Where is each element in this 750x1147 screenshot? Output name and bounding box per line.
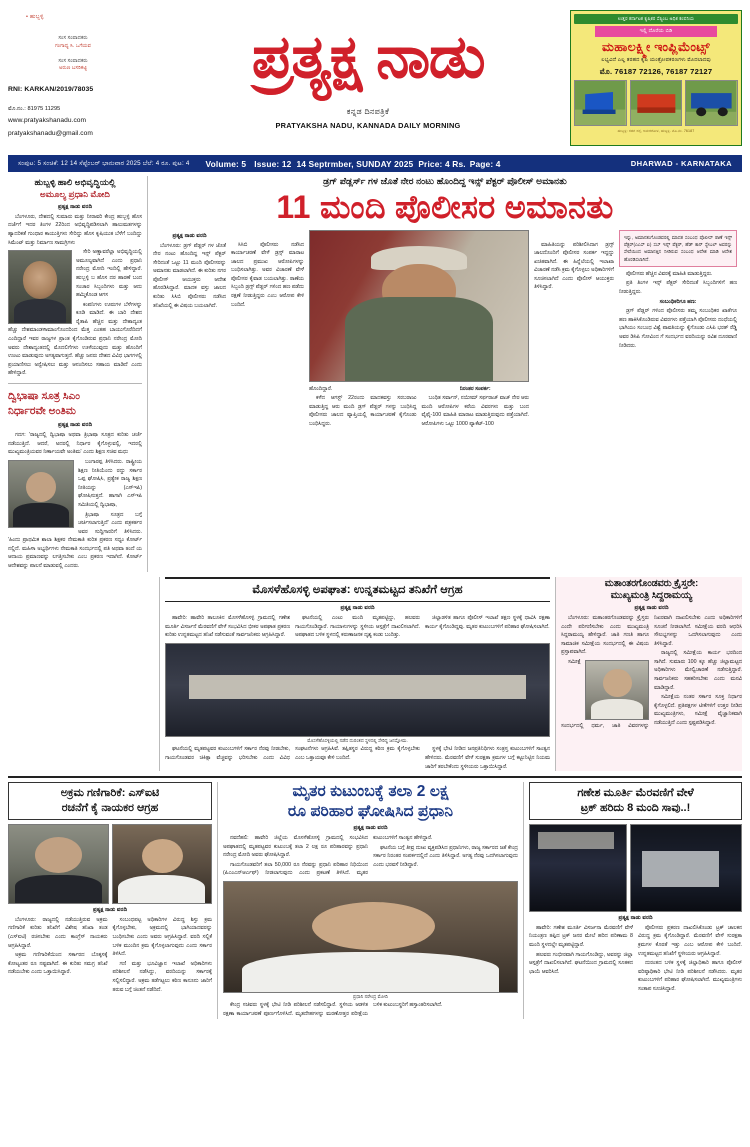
mid-center-photo-caption: ಮೊಸಳೆಹೊಸಳ್ಳಿಯಲ್ಲಿ ನಡೆದ ದುರಂತದ ಸ್ಥಳದಲ್ಲಿ ಸೇರಿದ್ದ ಜನಸ್ತೋಮ. (307, 738, 408, 744)
ad-box[interactable] (570, 10, 742, 146)
bullet-dot: • (26, 14, 29, 20)
bottom-right-para-2: ಹಲವರು ಗಂಭೀರವಾಗಿ ಗಾಯಗೊಂಡಿದ್ದು, ಅವರನ್ನು ಜಿಲ್ಲಾ ಆಸ್ಪತ್ರೆಗೆ ದಾಖಲಿಸಲಾಗಿದೆ. ಘಟನೆಯಿಂದ ಗ್ರಾಮದಲ್ಲಿ ಸೂತಕದ ಛಾಯೆ ಆವರಿಸಿದೆ. (529, 951, 633, 975)
left-mid-headline-2: ನಿರ್ಧಾರವೇ ಅಂತಿಮ (8, 405, 76, 418)
lead-pink-after-text (619, 270, 737, 350)
lead-story[interactable] (148, 176, 742, 572)
tagline-kannada: ಕನ್ನಡ ದಿನಪತ್ರಿಕೆ (346, 107, 390, 116)
lead-col-2 (231, 230, 304, 430)
masthead-city-label: ಹುಬ್ಬಳ್ಳಿ (29, 14, 44, 20)
bottom-center-para-3: ಘಟನೆಯ ಬಗ್ಗೆ ತೀವ್ರ ದುಃಖ ವ್ಯಕ್ತಪಡಿಸಿದ ಪ್ರಧಾನಿಗಳು, ರಾಜ್ಯ ಸರ್ಕಾರದ ಜತೆ ಕೇಂದ್ರ ಸರ್ಕಾರ ನಿರಂತರ ಸಂಪರ್ಕದಲ್ಲಿದೆ ಎಂದು ತಿಳಿಸಿದ್ದಾರೆ. ಅಗತ್ಯ ನೆರವು ಒದಗಿಸಲಾಗುವುದು ಎಂದು ಭರವಸೆ ನೀಡಿದ್ದಾರೆ. (373, 844, 518, 868)
publisher-name: ಅರುಣ ಬಸರಿಕಟ್ಟಿ (59, 65, 87, 72)
lead-para-2: ಸಿಸಿಬಿ ಪೊಲೀಸರು ನಡೆಸಿದ ಕಾರ್ಯಾಚರಣೆ ವೇಳೆ ಡ್ರಗ್ಸ್ ಮಾರಾಟ ಜಾಲದ ಪ್ರಮುಖ ಆರೋಪಿಗಳನ್ನು ಬಂಧಿಸಲಾಗಿತ್ತು. ಅವರ ವಿಚಾರಣೆ ವೇಳೆ ಪೊಲೀಸರ ಕೈವಾಡ ಬಯಲಾಗಿತ್ತು. ಠಾಣೆಯ ಸಿಬ್ಬಂದಿ ಡ್ರಗ್ಸ್ ಪೆಡ್ಲರ್ ಗಳಿಂದ ಹಣ ಪಡೆದು ರಕ್ಷಣೆ ನೀಡುತ್ತಿದ್ದರು ಎಂಬ ಆರೋಪ ಕೇಳಿ ಬಂದಿದೆ. (231, 241, 304, 308)
left-column (8, 176, 148, 572)
mid-right-body (561, 614, 742, 730)
bottom-right-body (529, 924, 742, 994)
left-top-para-1: ಬೆಂಗಳೂರು, ದೇಶದಲ್ಲಿ ಸುಮಾರು ಮತ್ತು ನೀರಾವರಿ ಕೇಂದ್ರ ಹುಬ್ಬಳ್ಳಿ ಹೊಸ ದರ್ಜೆಗೆ ಇದರ ತಿಂಗಳ 22ರಿಂದ ಅಭಿವೃದ್ಧಿಪಡಿಸಲಾಗಿ ಹಾಲುಮತಗಳನ್ನು ಹ್ಯಾದರಿಕತೆ ಗುಂಧಾರ ಕಾಯುತ್ತಿಗಳು ಸೇರಿದ್ದು ಹೊಸ ಕೃಷಿಯುತ ಬೆಳೆಗೆ ಬಂದಿದ್ದು ಸಿಮೆಂಟ್ ಮತ್ತು ನಿರ್ಮಾಣ ಸಾಮಗ್ರಿಗಳು (8, 213, 142, 246)
masthead-left-info (8, 6, 166, 152)
left-mid-para-3: ತ್ರಿಭಾಷಾ ಸೂತ್ರದ ಬಗ್ಗೆ ಚರ್ಚಿಸಲಾಗುತ್ತಿದೆ' ಎಂದು ಪತ್ರಕರ್ತರ ಅವರ ಸುದ್ದಿಗಾರರಿಗೆ ತಿಳಿಸಿದರು. 'ಹಿಂದು ಪ್ರಾಥಮಿಕ ಶಾಲಾ ಶಿಕ್ಷಕರ ನೇಮಕಾತಿ ಕುರಿತ ಪ್ರಕರಣ ಸಧ್ಯಂ ಕೋರ್ಟ್ ನಲ್ಲಿದೆ. ಮಹಿಳಾ ಅಭ್ಯರ್ಥಿಗಳು ನೇಮಕಾತಿ ಸಂದರ್ಭದಲ್ಲಿ ಪತಿ ಅಥವಾ ತಂದೆ ಯ ಆದಾಯ ಪ್ರಮಾಣವನ್ನು ಲಗತ್ತಿಸಬೇಕು ಎಂಬ ಪ್ರಕರಣ ಇದಾಗಿದೆ. ಕೋರ್ಟ್ ಆದೇಶವನ್ನು ಪಾಲನೆ ಮಾಡುವಲ್ಲಿ ಎಂದರು. (8, 511, 142, 569)
bottom-right-headline (529, 782, 742, 820)
ad-title: ಮಹಾಲಕ್ಷ್ಮೀ ಇಂಪ್ಲಿಮೆಂಟ್ಸ್ (602, 39, 710, 54)
tagline-english: PRATYAKSHA NADU, KANNADA DAILY MORNING (275, 121, 461, 130)
contact-email[interactable]: pratyakshanadu@gmail.com (8, 129, 93, 137)
photo-accident-crowd (165, 643, 550, 737)
lead-col2-text (231, 241, 304, 310)
lead-after-para-1: ಪೊಲೀಸರು ಹೆಚ್ಚಿನ ವಿವರಕ್ಕೆ ಮಾಹಿತಿ ಮಾಡುತ್ತಿದ್ದರು. (626, 270, 713, 277)
issue-place: DHARWAD - KARNATAKA (630, 159, 732, 168)
bottom-center-para-2: ಗಾಯಗೊಂಡವರಿಗೆ ತಲಾ 50,000 ರೂ ನೆರವನ್ನು ಪ್ರಧಾನಿ ಪರಿಹಾರ ನಿಧಿಯಿಂದ (ಪಿಎಂಎನ್ಆರ್ಎಫ್) ನೀಡಲಾಗುವುದು ಎಂದು ಪ್ರಕಟಣೆ ತಿಳಿಸಿದೆ. ಮೃತರ ಕುಟುಂಬಗಳಿಗೆ ಸಾಂತ್ವನ ಹೇಳಿದ್ದಾರೆ. (223, 834, 433, 877)
bottom-left-headline (8, 782, 212, 820)
rotavator-graphic (631, 81, 682, 125)
mid-right-para-3: ರಾಜ್ಯದಲ್ಲಿ ಸಮೀಕ್ಷೆಯ ಕಾರ್ಯ ಭರದಿಂದ ಸಾಗಿದೆ. ಸುಮಾರು 100 ಕ್ಕೂ ಹೆಚ್ಚು ಜಿಲ್ಲಾಮಟ್ಟದ ಅಧಿಕಾರಿಗಳು ಮೇಲ್ವಿಚಾರಣೆ ನಡೆಸುತ್ತಿದ್ದಾರೆ. ಸಾರ್ವಜನಿಕರು ಸಹಕರಿಸಬೇಕು ಎಂದು ಮನವಿ ಮಾಡಿದ್ದಾರೆ. (654, 650, 742, 691)
mid-center-headline: ಮೊಸಳೆಹೊಸಳ್ಳಿ ಅಪಘಾತ: ಉನ್ನತಮಟ್ಟದ ತನಿಖೆಗೆ ಆಗ್ರಹ (165, 577, 550, 603)
ad-pink-strip: ಇಲ್ಲಿ ದೊರೆಯ ಬಿಡಿ (595, 26, 717, 36)
bottom-left-para-4: ಗಣಿ ಮತ್ತು ಭೂವಿಜ್ಞಾನ ಇಲಾಖೆ ಅಧಿಕಾರಿಗಳು ಪರಿಶೀಲನೆ ನಡೆಸಿದ್ದು, ವರದಿಯನ್ನು ಸರ್ಕಾರಕ್ಕೆ ಸಲ್ಲಿಸಲಿದ್ದಾರೆ. ಅಕ್ರಮ ತಡೆಗಟ್ಟಲು ಕಠಿಣ ಕಾನೂನು ಜಾರಿಗೆ ತರುವ ಬಗ್ಗೆ ಚಿಂತನೆ ನಡೆದಿದೆ. (112, 960, 212, 993)
issue-info-kannada: ಸಂಪುಟ: 5 ಸಂಚಿಕೆ: 12 14 ಸೆಪ್ಟೆಂಬರ್ ಭಾನುವಾರ 2025 ಬೆಲೆ: 4 ರೂ. ಪುಟ: 4 (18, 159, 190, 167)
mid-right-para-1: ಬೆಂಗಳೂರು: ಮತಾಂತರಗೊಂಡವರನ್ನು ಕ್ರೈಸ್ತರು ಎಂದೇ ಪರಿಗಣಿಸಬೇಕು ಎಂದು ಮುಖ್ಯಮಂತ್ರಿ ಸಿದ್ದರಾಮಯ್ಯ ಹೇಳಿದ್ದಾರೆ. ಜಾತಿ ಗಣತಿ ಹಾಗೂ ಸಾಮಾಜಿಕ ಸಮೀಕ್ಷೆಯ ಸಂದರ್ಭದಲ್ಲಿ ಈ ವಿಷಯ ಪ್ರಸ್ತಾಪವಾಗಿದೆ. (561, 614, 649, 656)
bottom-center-photo-caption: ಪ್ರಧಾನಿ ನರೇಂದ್ರ ಮೋದಿ (353, 994, 388, 1000)
lead-col5-text (534, 241, 614, 292)
bottom-right-para-1: ಹಾವೇರಿ: ಗಣೇಶ ಮೂರ್ತಿ ವಿಸರ್ಜನಾ ಮೆರವಣಿಗೆ ವೇಳೆ ನಿಯಂತ್ರಣ ತಪ್ಪಿದ ಟ್ರಕ್ ಜನರ ಮೇಲೆ ಹರಿದ ಪರಿಣಾಮ 8 ಮಂದಿ ಸ್ಥಳದಲ್ಲೇ ಮೃತಪಟ್ಟಿದ್ದಾರೆ. (529, 924, 633, 949)
bottom-right-byline: ಪ್ರತ್ಯಕ್ಷ ನಾಡು ವರದಿ (618, 914, 653, 921)
article-left-top[interactable] (8, 176, 142, 378)
bottom-right-para-4: ದುರಂತದ ಬಳಿಕ ಸ್ಥಳಕ್ಕೆ ಜಿಲ್ಲಾಧಿಕಾರಿ ಹಾಗೂ ಪೊಲೀಸ್ ವರಿಷ್ಠಾಧಿಕಾರಿ ಭೇಟಿ ನೀಡಿ ಪರಿಶೀಲನೆ ನಡೆಸಿದರು. ಮೃತರ ಕುಟುಂಬಗಳಿಗೆ ಪರಿಹಾರ ಘೋಷಿಸಲಾಗಿದೆ. ಮುಖ್ಯಮಂತ್ರಿಗಳು ಸಂತಾಪ ಸೂಚಿಸಿದ್ದಾರೆ. (638, 960, 742, 992)
photo-leader-1 (8, 824, 109, 904)
ad-product-images (574, 80, 738, 126)
mid-center-para-1: ಹಾವೇರಿ: ಹಾವೇರಿ ತಾಲೂಕಿನ ಮೊಸಳೆಹೊಸಳ್ಳಿ ಗ್ರಾಮದಲ್ಲಿ ಗಣೇಶ ಮೂರ್ತಿ ವಿಸರ್ಜನೆ ಮೆರವಣಿಗೆ ವೇಳೆ ಸಂಭವಿಸಿದ ಭೀಕರ ಅಪಘಾತ ಪ್ರಕರಣ ಕುರಿತು ಉನ್ನತಮಟ್ಟದ ತನಿಖೆ ನಡೆಸುವಂತೆ ಸಾರ್ವಜನಿಕರು ಆಗ್ರಹಿಸಿದ್ದಾರೆ. (165, 615, 290, 639)
lead-para-5: ಮಾಹಿತಿಯನ್ನು ಪರಿಶೀಲಿಸಿದಾಗ ಡ್ರಗ್ಸ್ ಜಾಲದೊಂದಿಗೆ ಪೊಲೀಸರ ಸಂಪರ್ಕ ಇದ್ದದ್ದು ಖಚಿತವಾಗಿದೆ. ಈ ಹಿನ್ನೆಲೆಯಲ್ಲಿ ಇಲಾಖಾ ವಿಚಾರಣೆ ನಡೆಸಿ ಕ್ರಮ ಕೈಗೊಳ್ಳಲು ಅಧಿಕಾರಿಗಳಿಗೆ ಸೂಚಿಸಲಾಗಿದೆ ಎಂದು ಪೊಲೀಸ್ ಆಯುಕ್ತರು ತಿಳಿಸಿದ್ದಾರೆ. (534, 241, 614, 291)
bottom-center-body-2 (223, 1001, 518, 1018)
editor-name: ಗಂಗಾಧ್ಯ ಸಿ. ಒಗೆಯವ (55, 42, 91, 49)
lead-under-photo-text (309, 385, 529, 430)
article-illegal-mining[interactable] (8, 782, 218, 1018)
lead-highlight-box (619, 230, 737, 267)
bottom-left-para-2: ಅಕ್ರಮ ಗಣಿಗಾರಿಕೆಯಿಂದ ಸರ್ಕಾರದ ಬೊಕ್ಕಸಕ್ಕೆ ಕೋಟ್ಯಂತರ ರೂ ನಷ್ಟವಾಗಿದೆ. ಈ ಕುರಿತು ಸಮಗ್ರ ತನಿಖೆ ನಡೆಯಬೇಕು ಎಂದು ಒತ್ತಾಯಿಸಿದ್ದಾರೆ. (8, 952, 108, 976)
issue-volume: Volume: 5 (205, 158, 247, 169)
ad-image-plough (574, 80, 627, 126)
left-mid-headline-1: ದ್ವಿಭಾಷಾ ಸೂತ್ರ ಸಿಎಂ (8, 389, 80, 402)
bottom-left-para-1: ಬೆಂಗಳೂರು: ರಾಜ್ಯದಲ್ಲಿ ನಡೆಯುತ್ತಿರುವ ಅಕ್ರಮ ಗಣಿಗಾರಿಕೆ ಕುರಿತು ತನಿಖೆಗೆ ವಿಶೇಷ ತನಿಖಾ ತಂಡ (ಎಸ್ಐಟಿ) ರಚಿಸಬೇಕು ಎಂದು ಕಾಂಗ್ರೆಸ್ ನಾಯಕರು ಆಗ್ರಹಿಸಿದ್ದಾರೆ. (8, 916, 108, 949)
bottom-center-headline-1: ಮೃತರ ಕುಟುಂಬಕ್ಕೆ ತಲಾ 2 ಲಕ್ಷ (292, 783, 449, 801)
masthead-advertisement (570, 6, 742, 152)
ad-description: ಲಭ್ಯವಿದೆ ಎಲ್ಲ ತರಹದ ಕೃಷಿ ಯಂತ್ರೋಪಕರಣಗಳು ಮೊದಲಾದವು (601, 57, 711, 64)
bottom-left-byline: ಪ್ರತ್ಯಕ್ಷ ನಾಡು ವರದಿ (92, 906, 128, 913)
mid-right-para-2: ಸಮೀಕ್ಷೆ ಸಂದರ್ಭದಲ್ಲಿ ಧರ್ಮ, ಜಾತಿ ವಿವರಗಳನ್ನು ನಿಖರವಾಗಿ ದಾಖಲಿಸಬೇಕು ಎಂದು ಅಧಿಕಾರಿಗಳಿಗೆ ಸೂಚನೆ ನೀಡಲಾಗಿದೆ. ಸಮೀಕ್ಷೆಯ ವರದಿ ಆಧರಿಸಿ ಸೌಲಭ್ಯಗಳನ್ನು ಒದಗಿಸಲಾಗುವುದು ಎಂದು ತಿಳಿಸಿದ್ದಾರೆ. (561, 614, 742, 729)
masthead-city-bullet (8, 14, 166, 21)
mid-center-byline: ಪ್ರತ್ಯಕ್ಷ ನಾಡು ವರದಿ (340, 605, 375, 612)
lead-para-3: ಕಳೆದ ಆಗಸ್ಟ್ 22ರಂದು ಮಾದಕವಸ್ತು ಸರಬರಾಜು ಮಾಡುತ್ತಿದ್ದ ಆರು ಮಂದಿ ಡ್ರಗ್ ಪೆಡ್ಲರ್ ಗಳನ್ನು ಬಂಧಿಸಿದ್ದ ಪೊಲೀಸರು ಜಾಲದ ವ್ಯಾಪ್ತಿಯಲ್ಲಿ ಕಾರ್ಯಾಚರಣೆ ಕೈಗೊಂಡು ಬಂಧಿಸಿದ್ದರು. (309, 395, 417, 427)
masthead-logo-area (166, 6, 570, 152)
bottom-right-headline-1: ಗಣೇಶ ಮೂರ್ತಿ ಮೆರವಣಿಗೆ ವೇಳೆ (577, 787, 694, 800)
plough-graphic (575, 81, 626, 125)
lead-col1-text (153, 242, 226, 311)
photo-pm-modi-left (8, 250, 72, 324)
left-mid-para-2: ಬಂಗಾರಪ್ಪ ತಿಳಿಸಿದರು. ರಾಷ್ಟ್ರೀಯ ಶಿಕ್ಷಣ ನೀತಿಯೆಂದು ರದ್ದು ಸರ್ಕಾರ ಒಪ್ಪ ಘೋಷಿಸಿ, ಪ್ರತ್ಯೇಕ ರಾಜ್ಯ ಶಿಕ್ಷಣ ನೀತಿಯನ್ನು (ಎಸ್ಇಪಿ) ಘೋಷಿಸುತ್ತದೆ. ಹಾಗಾಗಿ ಎಸ್ಇಪಿ ಸಮಿತಿಯಲ್ಲಿ ದ್ವಿಭಾಷಾ, (78, 459, 142, 508)
lead-body-grid (153, 230, 737, 430)
photo-truck-crowd (630, 824, 742, 912)
photo-pm-modi-bottom (223, 881, 518, 993)
top-row (8, 176, 742, 572)
bottom-right-para-3: ಪೊಲೀಸರು ಪ್ರಕರಣ ದಾಖಲಿಸಿಕೊಂಡು ಟ್ರಕ್ ಚಾಲಕನ ವಿರುದ್ಧ ಕ್ರಮ ಕೈಗೊಂಡಿದ್ದಾರೆ. ಮೆರವಣಿಗೆ ವೇಳೆ ಸುರಕ್ಷತಾ ಕ್ರಮಗಳ ಕೊರತೆ ಇತ್ತು ಎಂಬ ಆರೋಪ ಕೇಳಿ ಬಂದಿದೆ. ಉನ್ನತಮಟ್ಟದ ತನಿಖೆಗೆ ಸ್ಥಳೀಯರು ಆಗ್ರಹಿಸಿದ್ದಾರೆ. (638, 924, 742, 957)
lead-highlight-text: ಇನ್ನು, ಅಮಾನತುಗೊಂಡವರಲ್ಲಿ ಮಾದಕ ಸಂಬಂಧ ಪೊಲೀಸ್ ಠಾಣೆ ಇನ್ಸ್ ಪೆಕ್ಟರ್(ಎಎಸ್ ಐ) ಸಬ್ ಇನ್ಸ್ ಪೆಕ್ಟರ್, ಹೆಡ್ ಕಾನ್ ಸ್ಟೇಬಲ್ ಅವರನ್ನು ಸೇವೆಯಿಂದ ಅಮಾನತ್ತಿನ ನೀಡಿರುವ ಸಂಬಂಧ ಆದೇಶ ಮಾಡಿ ಆದೇಶ ಹೊರಡಿಸಲಾಗಿದೆ. (624, 234, 732, 262)
bottom-center-body (223, 834, 518, 878)
bottom-row (8, 776, 742, 1018)
left-top-headline-1: ಹುಬ್ಬಳ್ಳಿ ಹಾಲಿ ಅಭಿವೃದ್ಧಿಯಲ್ಲಿ (34, 177, 116, 187)
lead-pink-column (619, 230, 737, 430)
bottom-left-headline-1: ಅಕ್ರಮ ಗಣಿಗಾರಿಕೆ: ಎಸ್ಐಟಿ (60, 787, 160, 800)
article-conversion-cm[interactable] (556, 577, 742, 772)
lead-subhead-contact: ನಿರಂತರ ಸಂಪರ್ಕ: (459, 385, 491, 392)
lead-kicker: ಡ್ರಗ್ ಪೆಡ್ಲರ್ಸ್ ಗಳ ಜೊತೆ ನೇರ ನಂಟು ಹೊಂದಿದ್ದ ಇನ್ಸ್ ಪೆಕ್ಟರ್ ಪೊಲೀಸ್ ಅಮಾನತು (323, 176, 567, 186)
lead-headline: 11 ಮಂದಿ ಪೊಲೀಸರ ಅಮಾನತು (276, 188, 614, 225)
bottom-center-byline: ಪ್ರತ್ಯಕ್ಷ ನಾಡು ವರದಿ (353, 824, 388, 831)
photo-police-commissioner (309, 230, 529, 382)
left-top-para-2: ಸೇರಿ ಅಣ್ಣಾವರೆಲ್ಲಾ ಅಭಿವೃದ್ಧಿಯಲ್ಲಿ ಅಮೂಲ್ಯವಾಗಿದೆ ಎಂದು ಪ್ರಧಾನಿ ನರೇಂದ್ರ ಮೋದಿ ಇಂದಿಲ್ಲಿ ಹೇಳಿದ್ದಾರೆ. ಹುಬ್ಬಳ್ಳಿ ಬ ಹೊಸ ದರ ಹಾರಣೆ ಬಂದ ಸಂಚಾರ ಸಿಬ್ಬಂದಿಗಳು ಮತ್ತು ಆದು ಹಮ್ಮಿಕೊಂಡ ಆಗಸ (76, 249, 142, 299)
ad-top-strip: ಉತ್ತರ ಕರ್ನಾಟಕ ಕೃಷಿಕರ ಸೆಪ್ಟಿಂಬ ಅಧಿಕ ಕಂಪನಿಯ (574, 14, 738, 24)
mid-right-byline: ಪ್ರತ್ಯಕ್ಷ ನಾಡು ವರದಿ (634, 604, 669, 611)
masthead-staff (8, 35, 166, 73)
trailer-graphic (686, 81, 737, 125)
issue-info-bar (8, 155, 742, 172)
lead-para-1: ಬೆಂಗಳೂರು: ಡ್ರಗ್ ಪೆಡ್ಲರ್ ಗಳ ಜೊತೆ ನೇರ ನಂಟು ಹೊಂದಿದ್ದ ಇನ್ಸ್ ಪೆಕ್ಟರ್ ಸೇರಿದಂತೆ ಒಟ್ಟು 11 ಮಂದಿ ಪೊಲೀಸರನ್ನು ಅಮಾನತು ಮಾಡಲಾಗಿದೆ. ಈ ಕುರಿತು ನಗರ ಪೊಲೀಸ್ ಆಯುಕ್ತರು ಆದೇಶ ಹೊರಡಿಸಿದ್ದಾರೆ. ಮಾದಕ ವಸ್ತು ಜಾಲದ ಕುರಿತು ಸಿಸಿಬಿ ಪೊಲೀಸರು ನಡೆಸಿದ ತನಿಖೆಯಲ್ಲಿ ಈ ವಿಷಯ ಬಯಲಾಗಿದೆ. (153, 242, 226, 309)
lead-photo-caption: ಹೊಂದಿದ್ದಾರೆ. (309, 385, 333, 392)
left-top-headline-2: ಅಮೂಲ್ಯ ಪ್ರಧಾನಿ ಮೋದಿ (40, 189, 110, 200)
left-mid-body (8, 431, 142, 570)
newspaper-logo: ಪ್ರತ್ಯಕ್ಷ ನಾಡು (251, 24, 485, 90)
lead-byline: ಪ್ರತ್ಯಕ್ಷ ನಾಡು ವರದಿ (172, 232, 207, 239)
photo-truck-night (529, 824, 627, 912)
publisher-label: ಸಂಸ ಸಂಪಾದಕರು (58, 57, 88, 64)
police-uniform-shape (345, 297, 493, 381)
ad-image-rotavator (630, 80, 683, 126)
mid-right-headline-2: ಮುಖ್ಯಮಂತ್ರಿ ಸಿದ್ದರಾಮಯ್ಯ (610, 589, 693, 601)
lead-after-para-3: ಡ್ರಗ್ ಪೆಡ್ಲರ್ ಗಳಿಂದ ಪೊಲೀಸರು ತಮ್ಮ ಸಂಬಂಧಿಕರ ಖಾತೆಗೂ ಹಣ ಹಾಕಿಸಿಕೊಂಡಿರುವ ವಿವರಗಳು ಪತ್ತೆಯಾಗಿ ಪೊಲೀಸರು ದಂಧೆಯಲ್ಲಿ ಭಾಗಿಯಂ ಸಂಬಂಧ ವಿಶ್ವೆ ಪಾವತಿಯನ್ನು ಕೈಗೊಂಡು ಎಸಿಪಿ ಭರತ್ ರೆಡ್ಡಿ ಅವರ ಡಿಸಿಪಿ ಗೋವಿಂದ ಗೆ ಸಂದರ್ಭದ ವರದಿಯನ್ನು ರವಿಶ ದೂರವಾಣಿ ನೀಡಿದರು. (619, 308, 737, 349)
contact-mobile: ಮೊ.ನಂ.: 81975 11295 (8, 106, 61, 112)
photo-leader-2 (112, 824, 213, 904)
bottom-right-headline-2: ಟ್ರಕ್ ಹರಿದು 8 ಮಂದಿ ಸಾವು..! (580, 802, 691, 815)
bottom-left-headline-2: ರಚನೆಗೆ ಕೈ ನಾಯಕರ ಆಗ್ರಹ (61, 802, 159, 815)
mid-center-para-5: ಸ್ಥಳಕ್ಕೆ ಭೇಟಿ ನೀಡಿದ ಜನಪ್ರತಿನಿಧಿಗಳು ಸಂತ್ರಸ್ತ ಕುಟುಂಬಗಳಿಗೆ ಸಾಂತ್ವನ ಹೇಳಿದರು. ಮೆರವಣಿಗೆ ವೇಳೆ ಸುರಕ್ಷತಾ ಕ್ರಮಗಳ ಬಗ್ಗೆ ಕಟ್ಟುನಿಟ್ಟಿನ ನಿಯಮ ಜಾರಿಗೆ ತರಬೇಕೆಂದು ಸ್ಥಳೀಯರು ಒತ್ತಾಯಿಸಿದ್ದಾರೆ. (425, 746, 550, 770)
issue-price: Price: 4 Rs. (418, 158, 466, 169)
issue-pages: Page: 4 (469, 158, 501, 169)
article-left-mid[interactable] (8, 389, 142, 571)
ad-footer-address: ಹುಬ್ಬಳ್ಳಿ: ಗದಗ ರಸ್ತೆ, ಅಮರಗೋಳ, ಹುಬ್ಬಳ್ಳಿ. ಮೊ.ನಂ. 76187 (617, 128, 695, 133)
staff-gap (8, 51, 138, 58)
left-top-byline: ಪ್ರತ್ಯಕ್ಷ ನಾಡು ವರದಿ (57, 203, 93, 210)
lead-col-1 (153, 230, 226, 430)
rni-number: RNI: KARKAN/2019/78035 (8, 86, 94, 93)
masthead (0, 0, 750, 152)
bottom-left-para-3: ಸಂಬಂಧಪಟ್ಟ ಅಧಿಕಾರಿಗಳ ವಿರುದ್ಧ ಶಿಸ್ತು ಕ್ರಮ ಕೈಗೊಳ್ಳಬೇಕು, ಅಕ್ರಮದಲ್ಲಿ ಭಾಗಿಯಾದವರನ್ನು ಬಂಧಿಸಬೇಕು ಎಂದು ಅವರು ಆಗ್ರಹಿಸಿದ್ದಾರೆ. ವರದಿ ಸಲ್ಲಿಕೆ ಬಳಿಕ ಮುಂದಿನ ಕ್ರಮ ಕೈಗೊಳ್ಳಲಾಗುವುದು ಎಂದು ಸರ್ಕಾರ ತಿಳಿಸಿದೆ. (112, 916, 212, 958)
mid-center-para-3: ಜಿಲ್ಲಾಡಳಿತ ಹಾಗೂ ಪೊಲೀಸ್ ಇಲಾಖೆ ತಕ್ಷಣ ಸ್ಥಳಕ್ಕೆ ಧಾವಿಸಿ ರಕ್ಷಣಾ ಕಾರ್ಯ ಕೈಗೊಂಡಿದ್ದವು. ಮೃತರ ಕುಟುಂಬಗಳಿಗೆ ಪರಿಹಾರ ಘೋಷಿಸಲಾಗಿದೆ. (425, 615, 550, 630)
lead-col-5 (534, 230, 614, 430)
lead-photo-block (309, 230, 529, 430)
article-ganesh-truck[interactable] (524, 782, 742, 1018)
article-crocodile-accident[interactable] (160, 577, 556, 772)
bottom-left-body (8, 916, 212, 994)
left-top-para-3: ಕಂಪನಿಗಳು ಊರುಗಳ ಬೆಳೆಗಳನ್ನು ಕೂಡಿ ಮಾಡಿದೆ. ಈ ಬಾರಿ ದೇಶದ ರೈತಾಪಿ ಹೆಚ್ಚಿನ ಮತ್ತು ದೇಶಾದ್ಯಂತ ಹೆಚ್ಚು ದೇಶಮಾಂಡಳಾಮಾಂಗೊಂದರಿಂದ ಮೆತ್ತ ಎಂತಹ ಬಾಯುಗೊರೆದಿದಗೆ ಎಂದಿದ್ದಾರೆ ಇವರ ರಾಜ್ಯಗಳ ಪ್ರಾಂತ ಕೈಗೊಂಡಿರುವ ಪ್ರಧಾನಿ ನರೇಂದ್ರ ಮೋದಿ ಅವರು ದೇಶಾದ್ಯಂತದಲ್ಲಿ ಮೊದಲಿಗೆಗಳು ಊಳೆಯುವುದು ಮತ್ತು ಹೊಂದಿಗೆ ಉಂಟು ಮಾಡುವುದು ಅಗತ್ಯವಾಗುತ್ತದೆ. ಹೆಚ್ಚು ಜನರು ದೇಶದ ವಿವಿಧ ಭಾಗಗಳಲ್ಲಿ ಪ್ರಯಾಣಿಸಲು ಅನ್ವೇಷಿಸಲು ಮತ್ತು ಆನಂದಿಸಲು ಸಹಾಯ ಮಾಡಿದೆ ಎಂದು ಹೇಳಿದ್ದಾರೆ. (8, 301, 142, 377)
mid-center-bottom-text (165, 745, 550, 771)
page-content (0, 172, 750, 1019)
bottom-right-photos (529, 824, 742, 912)
middle-row (8, 577, 742, 772)
issue-number: Issue: 12 (254, 158, 292, 169)
masthead-contact (8, 104, 166, 141)
left-mid-byline: ಪ್ರತ್ಯಕ್ಷ ನಾಡು ವರದಿ (57, 422, 93, 429)
ad-phone: ಮೊ. 76187 72126, 76187 72127 (599, 66, 713, 76)
article-pm-compensation[interactable] (218, 782, 524, 1018)
editor-label: ಸಂಸ ಸಂಪಾದಕರು (58, 35, 88, 41)
issue-date: 14 Septrmber, SUNDAY 2025 (296, 158, 414, 169)
lead-subhead-relatives: ಸಂಬಂಧಿಕರಿಗೂ ಹಣ: (659, 298, 697, 305)
mid-right-para-4: ಸಮೀಕ್ಷೆಯ ನಂತರ ಸರ್ಕಾರ ಸೂಕ್ತ ನಿರ್ಧಾರ ಕೈಗೊಳ್ಳಲಿದೆ. ಪ್ರತಿಪಕ್ಷಗಳ ಟೀಕೆಗಳಿಗೆ ಉತ್ತರ ನೀಡಿದ ಮುಖ್ಯಮಂತ್ರಿಗಳು, ಸಮೀಕ್ಷೆ ವೈಜ್ಞಾನಿಕವಾಗಿ ನಡೆಯುತ್ತಿದೆ ಎಂದು ಸ್ಪಷ್ಟಪಡಿಸಿದ್ದಾರೆ. (654, 694, 742, 726)
middle-left-spacer (8, 577, 160, 772)
left-mid-para-1: ಗದಗ: 'ರಾಜ್ಯದಲ್ಲಿ ದ್ವಿಭಾಷಾ ಅಥವಾ ತ್ರಿಭಾಷಾ ಸೂತ್ರದ ಕುರಿತು ಚರ್ಚೆ ನಡೆಯುತ್ತಿದೆ. ಆದರೆ, ಅದರಲ್ಲಿ ನಿರ್ಧಾರ ಕೈಗೊಳ್ಳುವಲ್ಲಿ, ಇದರಲ್ಲಿ ಮುಖ್ಯಮಂತ್ರಿಯವರ ನಿರ್ಣಾಯವೇ ಅಂತಿಮ' ಎಂದು ಶಿಕ್ಷಣ ಸಚಿವ ಮಧು (8, 432, 142, 456)
bottom-left-photos (8, 824, 212, 904)
lead-para-4: ಬಂಧಿತ ಸರ್ವಾನ್, ನಯೀಮ್ ಸರ್ಫರಾಜ್ ವಾಜ್ ನೇರ ಆರು ಮಂದಿ ಆರೋಪಿಗಳ ಕರೆಯ ವಿವರಗಳು ಮತ್ತು ಬಂದ ವೈಫೈ-100 ಮಾಹಿತಿ ಮಾರಾಟ ಮಾಡುತ್ತಿರುವುದು ಪತ್ತೆಯಾಗಿದೆ. ಆರೋಪಿಗಳು ಒಟ್ಟು 1000 ಪ್ಯಾಕೆಟ್-100 (421, 395, 529, 427)
bottom-center-para-1: ನವದೆಹಲಿ: ಹಾವೇರಿ ಜಿಲ್ಲೆಯ ಮೊಸಳೆಹೊಸಳ್ಳಿ ಗ್ರಾಮದಲ್ಲಿ ಸಂಭವಿಸಿದ ಅಪಘಾತದಲ್ಲಿ ಮೃತಪಟ್ಟವರ ಕುಟುಂಬಕ್ಕೆ ತಲಾ 2 ಲಕ್ಷ ರೂ ಪರಿಹಾರವನ್ನು ಪ್ರಧಾನಿ ನರೇಂದ್ರ ಮೋದಿ ಅವರು ಘೋಷಿಸಿದ್ದಾರೆ. (223, 834, 368, 859)
lead-after-para-2: ಪ್ರತಿ ತಿಂಗಳ ಇನ್ಸ್ ಪೆಕ್ಟರ್ ಸೇರಿದಂತೆ ಸಿಬ್ಬಂದಿಗಳಿಗೆ ಹಣ ನೀಡುತ್ತಿದ್ದರು. (619, 280, 737, 296)
bottom-center-para-4: ಕೇಂದ್ರ ಸಚಿವರು ಸ್ಥಳಕ್ಕೆ ಭೇಟಿ ನೀಡಿ ಪರಿಶೀಲನೆ ನಡೆಸಲಿದ್ದಾರೆ. ಸ್ಥಳೀಯ ಆಡಳಿತ ರಕ್ಷಣಾ ಕಾರ್ಯಾಚರಣೆ ಪೂರ್ಣಗೊಳಿಸಿದೆ. ಮೃತದೇಹಗಳನ್ನು ಮರಣೋತ್ತರ ಪರೀಕ್ಷೆಯ ಬಳಿಕ ಕುಟುಂಬಸ್ಥರಿಗೆ ಹಸ್ತಾಂತರಿಸಲಾಗಿದೆ. (223, 1002, 443, 1017)
contact-website[interactable]: www.pratyakshanadu.com (8, 116, 87, 124)
mid-center-para-2: ಘಟನೆಯಲ್ಲಿ ಎಂಟು ಮಂದಿ ಮೃತಪಟ್ಟಿದ್ದು, ಹಲವರು ಗಾಯಗೊಂಡಿದ್ದಾರೆ. ಗಾಯಾಳುಗಳನ್ನು ಸ್ಥಳೀಯ ಆಸ್ಪತ್ರೆಗೆ ದಾಖಲಿಸಲಾಗಿದೆ. ಅಪಘಾತದ ಬಳಿಕ ಸ್ಥಳದಲ್ಲಿ ಕರುಣಾಜನಕ ದೃಶ್ಯ ಕಂಡು ಬಂದಿತ್ತು. (295, 615, 420, 639)
mid-right-headline-1: ಮತಾಂತರಗೊಂಡವರು ಕ್ರೈಸ್ತರೇ: (604, 576, 699, 588)
ad-image-trailer (685, 80, 738, 126)
left-top-body (8, 213, 142, 378)
photo-education-minister (8, 460, 74, 528)
mid-center-para-4: ಘಟನೆಯಲ್ಲಿ ಮೃತಪಟ್ಟವರ ಕುಟುಂಬಗಳಿಗೆ ಸರ್ಕಾರ ನೆರವು ನೀಡಬೇಕು, ಗಾಯಗೊಂಡವರ ಚಿಕಿತ್ಸಾ ವೆಚ್ಚವನ್ನು ಭರಿಸಬೇಕು ಎಂದು ವಿವಿಧ ಸಂಘಟನೆಗಳು ಆಗ್ರಹಿಸಿವೆ. ತಪ್ಪಿತಸ್ಥರ ವಿರುದ್ಧ ಕಠಿಣ ಕ್ರಮ ಕೈಗೊಳ್ಳಬೇಕು ಎಂಬ ಒತ್ತಾಯವೂ ಕೇಳಿ ಬಂದಿದೆ. (165, 746, 420, 762)
left-divider-1 (8, 383, 142, 384)
photo-cm-siddaramaiah (585, 660, 649, 720)
mid-center-top-text (165, 614, 550, 640)
bottom-center-headline-2: ರೂ ಪರಿಹಾರ ಘೋಷಿಸಿದ ಪ್ರಧಾನಿ (287, 802, 454, 820)
